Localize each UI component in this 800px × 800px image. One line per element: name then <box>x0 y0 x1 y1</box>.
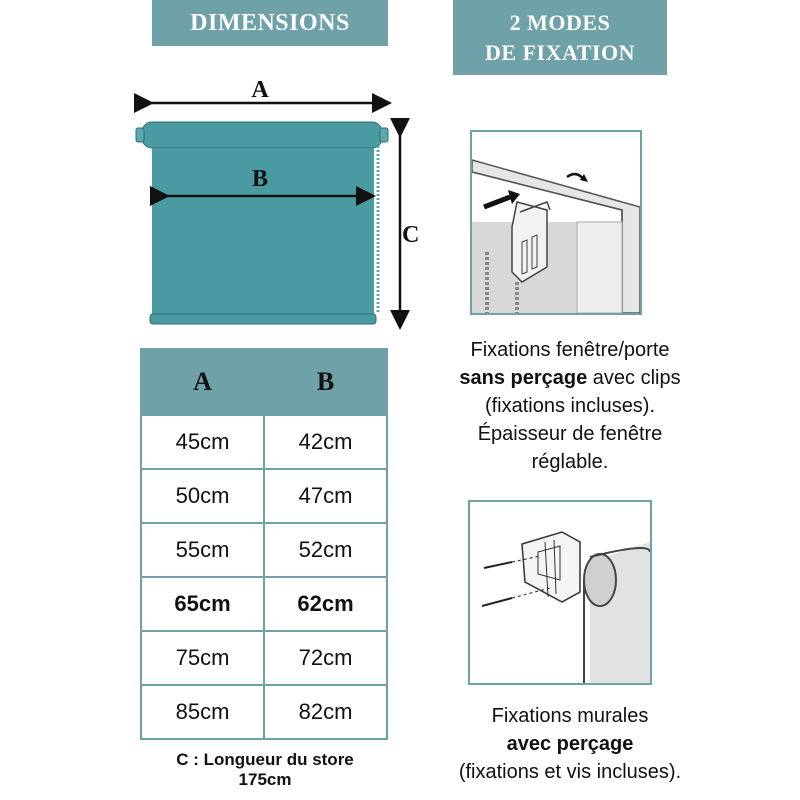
cell-a: 50cm <box>141 469 264 523</box>
table-row <box>141 631 387 685</box>
cell-b: 42cm <box>264 415 387 469</box>
wall-caption-line2 <box>420 730 720 758</box>
bottom-bar <box>150 314 376 324</box>
cell-b: 62cm <box>264 577 387 631</box>
clip-caption-emphasis: sans perçage <box>459 367 588 389</box>
dimension-c-label: C <box>402 222 420 248</box>
cell-b: 52cm <box>264 523 387 577</box>
table-row-highlighted <box>141 577 387 631</box>
wall-caption-emphasis: avec perçage <box>506 733 634 755</box>
table-header-row <box>141 349 387 415</box>
clip-fixation-image <box>470 130 642 315</box>
clip-caption-line2 <box>420 364 720 392</box>
cell-a: 65cm <box>141 577 264 631</box>
table-row <box>141 685 387 739</box>
wall-fixation-description <box>420 702 720 786</box>
modes-banner <box>453 0 667 75</box>
column-header-b: B <box>264 349 387 415</box>
length-note-value: 175cm <box>238 770 292 789</box>
clip-caption-line4: Épaisseur de fenêtre <box>477 423 663 445</box>
column-header-a: A <box>141 349 264 415</box>
length-note-label: C : Longueur du store <box>176 750 354 769</box>
length-note <box>140 750 390 790</box>
dimensions-title: DIMENSIONS <box>190 9 350 36</box>
clip-caption-line5: réglable. <box>531 451 609 473</box>
cell-b: 72cm <box>264 631 387 685</box>
table-row <box>141 469 387 523</box>
cell-a: 45cm <box>141 415 264 469</box>
clip-caption-line1: Fixations fenêtre/porte <box>470 339 670 361</box>
wall-fixation-image <box>468 500 652 685</box>
dimension-a-label: A <box>251 77 269 103</box>
table-row <box>141 415 387 469</box>
wall-caption-line3: (fixations et vis incluses). <box>458 761 682 783</box>
table-row <box>141 523 387 577</box>
clip-caption-line2-rest: avec clips <box>587 367 681 389</box>
wall-caption-line1: Fixations murales <box>491 705 649 727</box>
roller-tube <box>142 122 382 148</box>
blind-dimension-diagram <box>120 70 420 340</box>
cell-a: 55cm <box>141 523 264 577</box>
cell-b: 47cm <box>264 469 387 523</box>
cell-a: 75cm <box>141 631 264 685</box>
modes-title-line1: 2 MODES <box>509 9 611 35</box>
dimension-b-label: B <box>251 166 269 192</box>
dimensions-banner <box>152 0 388 46</box>
modes-title-line2: DE FIXATION <box>485 39 635 65</box>
cell-b: 82cm <box>264 685 387 739</box>
cell-a: 85cm <box>141 685 264 739</box>
size-table <box>140 348 388 740</box>
clip-fixation-description <box>420 336 720 476</box>
clip-caption-line3: (fixations incluses). <box>484 395 656 417</box>
